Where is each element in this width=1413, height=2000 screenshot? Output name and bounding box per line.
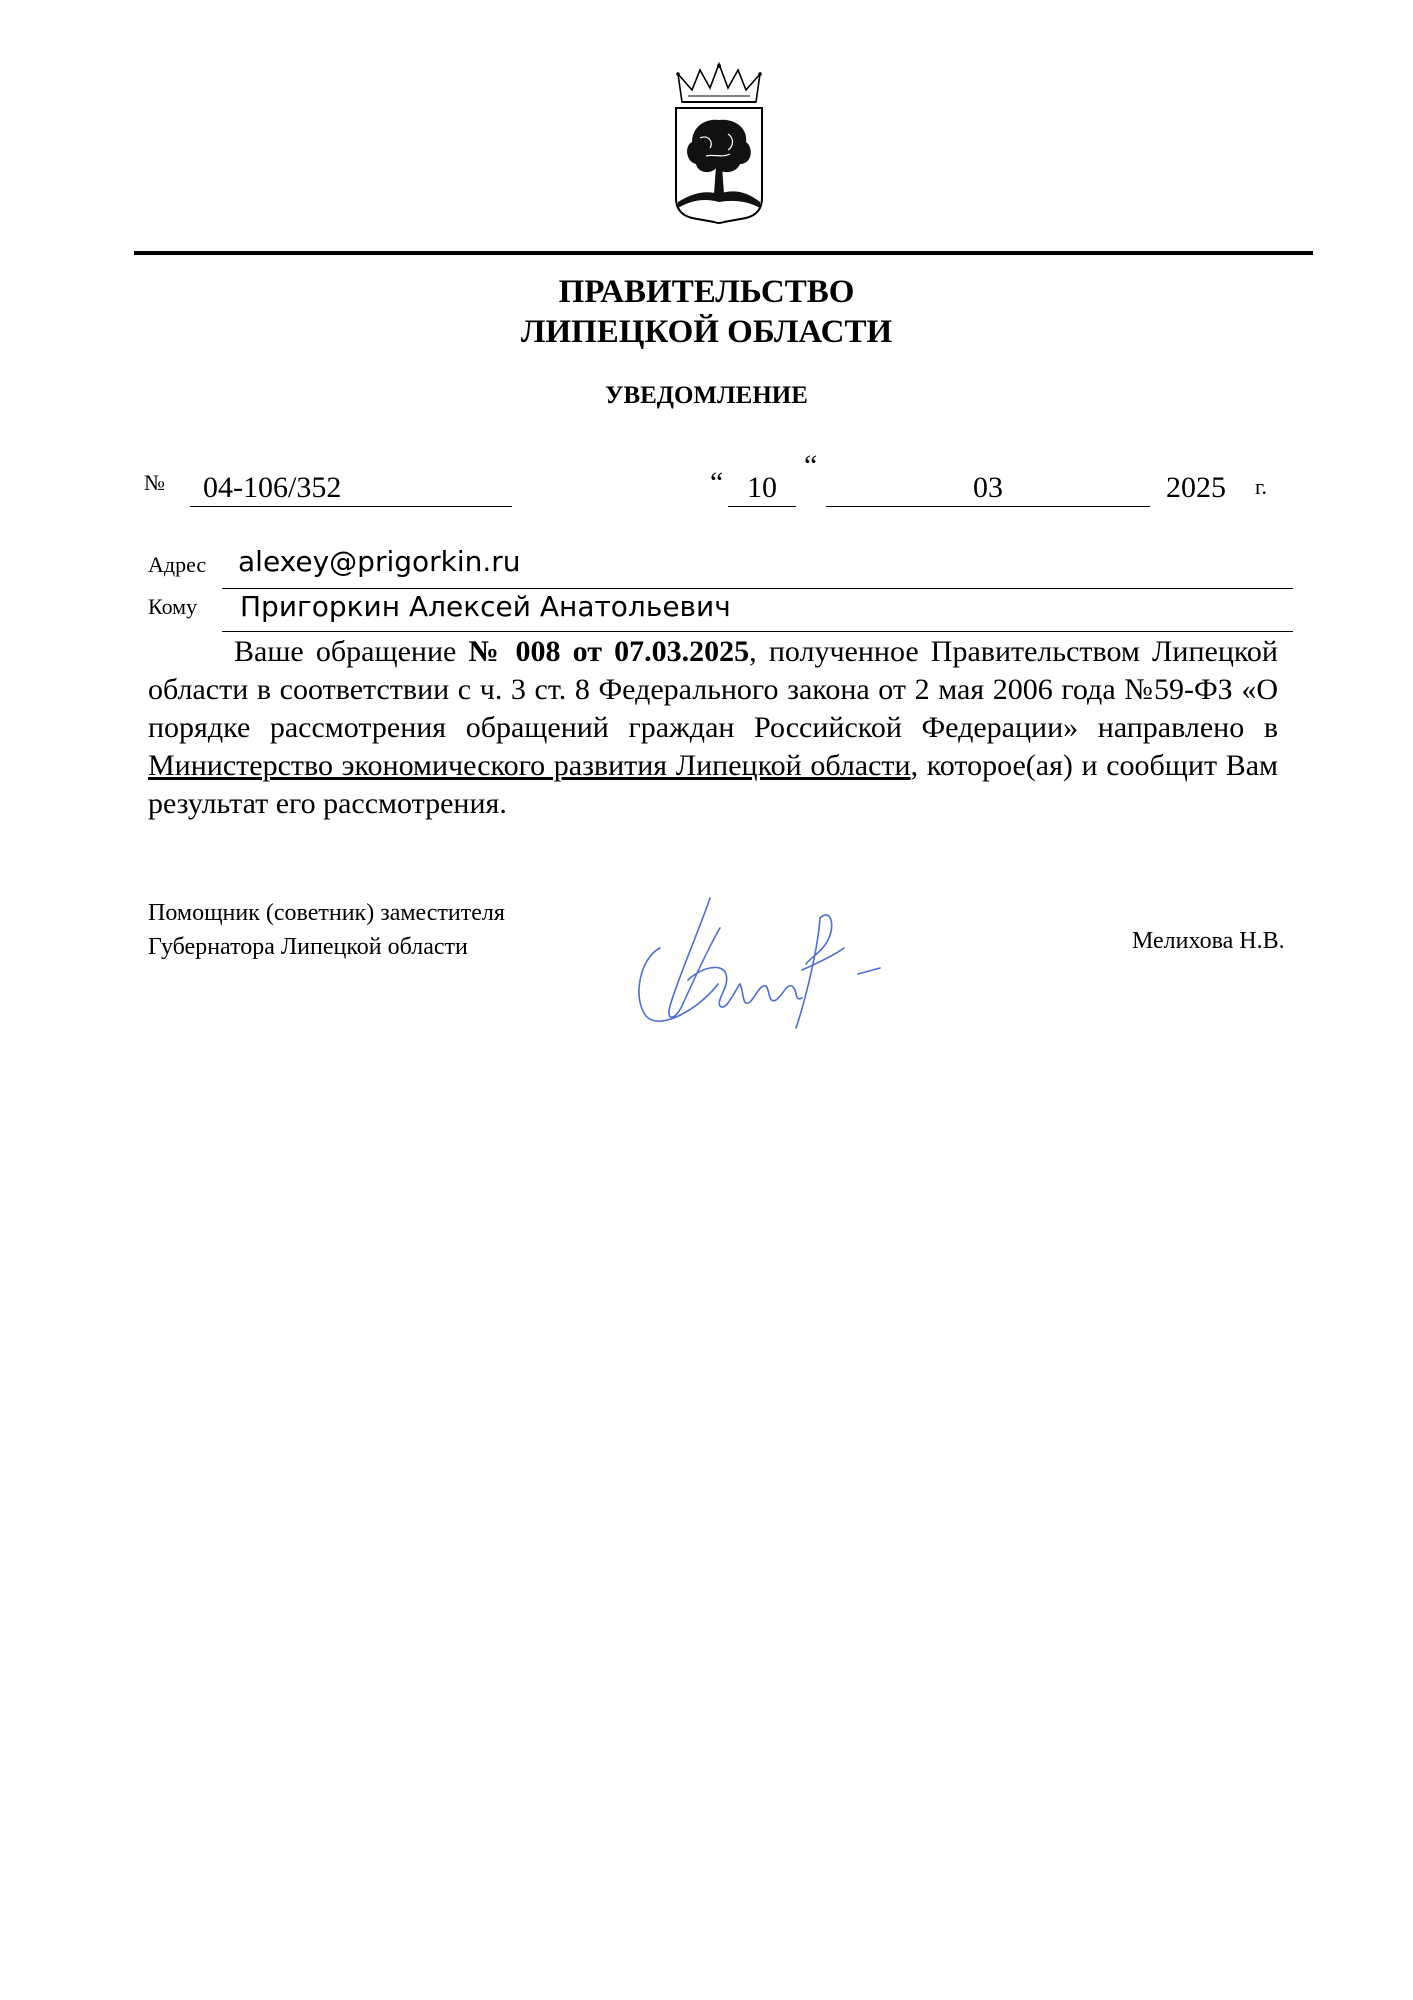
address-underline bbox=[222, 588, 1293, 589]
signer-position-line1: Помощник (советник) заместителя bbox=[148, 900, 505, 926]
organization-name-line2: ЛИПЕЦКОЙ ОБЛАСТИ bbox=[520, 314, 893, 350]
coat-of-arms-emblem bbox=[670, 62, 768, 232]
organization-name-line1: ПРАВИТЕЛЬСТВО bbox=[558, 274, 855, 310]
number-sign: № bbox=[144, 470, 165, 495]
appeal-reference: № 008 от 07.03.2025 bbox=[468, 635, 750, 668]
date-quote-open: “ bbox=[710, 466, 724, 499]
body-text-part3: , которое(ая) и сообщит Вам результат его рассмотрения. bbox=[148, 749, 1279, 820]
handwritten-signature bbox=[630, 888, 960, 1038]
date-year: 2025 bbox=[1166, 471, 1226, 504]
address-value: alexey@prigorkin.ru bbox=[238, 545, 521, 578]
recipient-underline bbox=[222, 631, 1293, 632]
address-label: Адрес bbox=[148, 552, 207, 577]
document-type: УВЕДОМЛЕНИЕ bbox=[605, 382, 808, 409]
body-text-part2: , полученное Правительством Липецкой области в соответствии с ч. 3 ст. 8 Федерального закона от 2 мая 2006 года №59-ФЗ «О порядке рассмотрения обращений граждан Российской Федерации» направлено в bbox=[148, 635, 1278, 744]
date-quote-close: “ bbox=[804, 449, 818, 482]
recipient-name: Пригоркин Алексей Анатольевич bbox=[240, 590, 731, 623]
ministry-name: Министерство экономического развития Липецкой области bbox=[148, 749, 911, 782]
document-number: 04-106/352 bbox=[203, 471, 342, 504]
signer-position-line2: Губернатора Липецкой области bbox=[148, 934, 468, 960]
year-suffix: г. bbox=[1255, 474, 1268, 499]
date-day: 10 bbox=[747, 471, 777, 504]
header-rule bbox=[134, 251, 1313, 255]
recipient-label: Кому bbox=[148, 594, 198, 619]
signer-name: Мелихова Н.В. bbox=[1132, 928, 1285, 954]
body-text-part1: Ваше обращение bbox=[234, 635, 469, 668]
notification-body bbox=[148, 633, 1278, 823]
date-month: 03 bbox=[973, 471, 1003, 504]
signer-position bbox=[148, 896, 648, 964]
